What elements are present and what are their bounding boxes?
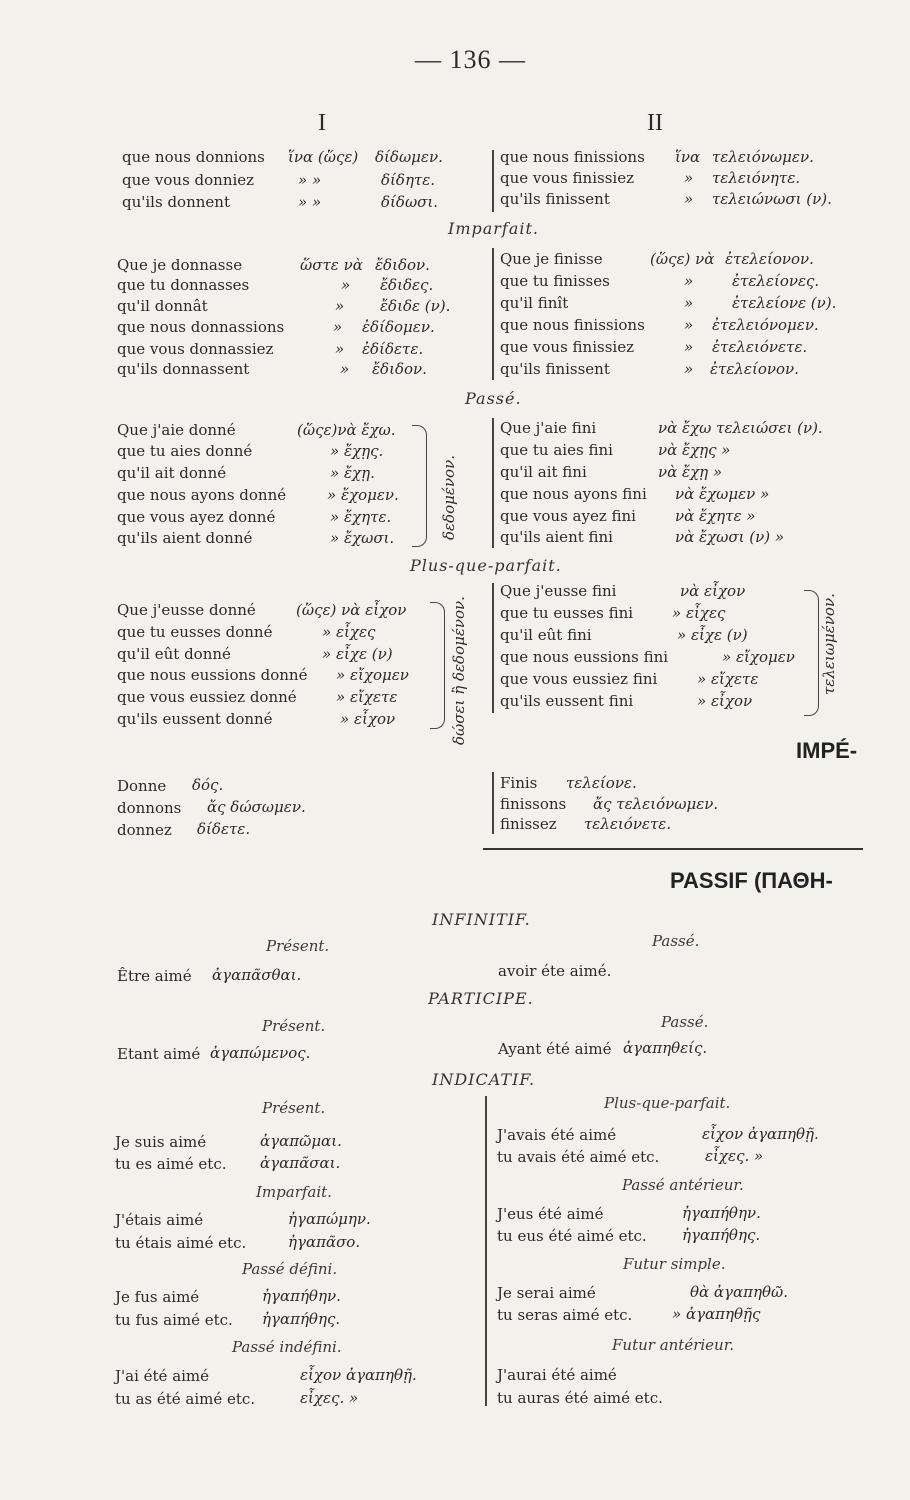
conj-label: que vous eussiez donné bbox=[117, 688, 297, 706]
conj-label: que nous eussions fini bbox=[500, 648, 669, 666]
conj-label: que tu eusses fini bbox=[500, 604, 634, 622]
heading-passif: PASSIF (ΠΑΘΗ- bbox=[670, 868, 833, 893]
conj-label: tu as été aimé etc. bbox=[115, 1390, 256, 1408]
section-title-passe: Passé. bbox=[465, 389, 522, 408]
conj-label: tu es aimé etc. bbox=[115, 1155, 227, 1173]
conj-label: J'étais aimé bbox=[115, 1211, 204, 1229]
conj-label: qu'il eût fini bbox=[500, 626, 592, 644]
conj-label: Je serai aimé bbox=[497, 1284, 596, 1302]
conj-label: que tu aies donné bbox=[117, 442, 253, 460]
conj-greek: δίδωμεν. bbox=[375, 148, 443, 166]
tense-label: Plus-que-parfait. bbox=[604, 1094, 731, 1112]
conj-greek: νὰ ἔχῃ » bbox=[658, 463, 723, 481]
conj-greek: ἀγαπηθείς. bbox=[623, 1039, 708, 1057]
conj-greek: » » bbox=[298, 171, 322, 189]
conj-label: qu'ils eussent fini bbox=[500, 692, 634, 710]
conj-greek: ἀγαπῶμαι. bbox=[260, 1132, 342, 1150]
conj-greek: τελειώνωσι (ν). bbox=[712, 190, 832, 208]
conj-label: que nous ayons fini bbox=[500, 485, 647, 503]
conj-label: que nous ayons donné bbox=[117, 486, 287, 504]
conj-label: Je suis aimé bbox=[115, 1133, 207, 1151]
conj-greek: δίδωσι. bbox=[381, 193, 439, 211]
conj-greek: » bbox=[341, 276, 351, 294]
conj-label: que tu donnasses bbox=[117, 276, 250, 294]
tense-label: Passé défini. bbox=[242, 1260, 338, 1278]
section-rule bbox=[483, 848, 863, 850]
conj-greek: νὰ εἶχον bbox=[680, 582, 746, 600]
conj-greek: τελειόνετε. bbox=[584, 815, 672, 833]
conj-greek: θὰ ἀγαπηθῶ. bbox=[690, 1283, 789, 1301]
conj-greek: » ἀγαπηθῇς bbox=[672, 1305, 761, 1323]
conj-greek: εἶχες. » bbox=[705, 1147, 764, 1165]
conj-greek: ἔδιδες. bbox=[380, 276, 434, 294]
conj-greek: ἀγαπᾶσθαι. bbox=[212, 966, 302, 984]
conj-greek: ἔδιδον. bbox=[375, 256, 430, 274]
column-divider bbox=[492, 248, 494, 380]
conj-greek: » ἔχῃς. bbox=[330, 442, 384, 460]
conj-greek: ἔδιδον. bbox=[372, 360, 427, 378]
conj-greek: » bbox=[333, 318, 343, 336]
tense-label: Présent. bbox=[262, 1099, 326, 1117]
conj-label: qu'ils donnent bbox=[122, 193, 230, 211]
column-divider bbox=[492, 150, 494, 212]
conj-greek: ἠγαπώμην. bbox=[288, 1210, 371, 1228]
conj-label: J'eus été aimé bbox=[497, 1205, 604, 1223]
conj-label: avoir éte aimé. bbox=[498, 962, 612, 980]
conj-label: Ayant été aimé bbox=[498, 1040, 612, 1058]
conj-greek: εἶχον ἀγαπηθῇ. bbox=[300, 1366, 417, 1384]
conj-greek: » » bbox=[298, 193, 322, 211]
conj-greek: » εἴχομεν bbox=[722, 648, 795, 666]
conj-greek: » bbox=[684, 316, 694, 334]
conj-label: donnez bbox=[117, 821, 172, 839]
conj-greek: » εἴχομεν bbox=[336, 666, 409, 684]
conj-label: Etant aimé bbox=[117, 1045, 201, 1063]
conj-label: que tu aies fini bbox=[500, 441, 613, 459]
conj-greek: ἐδίδετε. bbox=[362, 340, 424, 358]
conj-greek: τελειόνητε. bbox=[712, 169, 801, 187]
section-title-imparfait: Imparfait. bbox=[448, 219, 540, 238]
conj-label: qu'ils aient donné bbox=[117, 529, 253, 547]
conj-label: J'aurai été aimé bbox=[497, 1366, 617, 1384]
section-title-infinitif: INFINITIF. bbox=[432, 910, 531, 929]
brace bbox=[804, 590, 819, 716]
conj-label: Être aimé bbox=[117, 967, 192, 985]
brace bbox=[412, 425, 427, 547]
conj-greek: ἐτελείονε (ν). bbox=[732, 294, 837, 312]
conj-greek: (ὥςε) νὰ εἶχον bbox=[296, 601, 407, 619]
conj-greek: ἠγαπήθην. bbox=[262, 1287, 341, 1305]
section-title-plus-que-parfait: Plus-que-parfait. bbox=[410, 556, 562, 575]
page-number: — 136 — bbox=[415, 45, 526, 74]
conj-greek: νὰ ἔχωμεν » bbox=[675, 485, 770, 503]
conj-greek: νὰ ἔχητε » bbox=[675, 507, 756, 525]
conj-greek: ἐτελείονον. bbox=[710, 360, 799, 378]
vertical-participle: δώσει ἢ δεδομένον. bbox=[450, 596, 468, 745]
conj-label: que vous finissiez bbox=[500, 338, 634, 356]
conj-greek: ἐτελειόνομεν. bbox=[712, 316, 819, 334]
conj-label: que vous ayez donné bbox=[117, 508, 276, 526]
column-divider bbox=[485, 1096, 487, 1406]
vertical-participle: τελειωμένον. bbox=[820, 593, 838, 695]
conj-label: Que je finisse bbox=[500, 250, 603, 268]
conj-greek: » bbox=[684, 272, 694, 290]
column-divider bbox=[492, 772, 494, 834]
conj-greek: » εἴχετε bbox=[697, 670, 759, 688]
conj-label: Que j'eusse donné bbox=[117, 601, 256, 619]
conj-greek: δός. bbox=[192, 776, 224, 794]
vertical-participle: δεδομένον. bbox=[440, 455, 458, 540]
conj-label: Je fus aimé bbox=[115, 1288, 200, 1306]
conj-label: qu'ils finissent bbox=[500, 360, 610, 378]
conj-label: tu eus été aimé etc. bbox=[497, 1227, 647, 1245]
conj-greek: νὰ ἔχῃς » bbox=[658, 441, 731, 459]
conj-label: finissons bbox=[500, 795, 567, 813]
conj-label: Que je donnasse bbox=[117, 256, 243, 274]
conj-greek: » εἶχε (ν) bbox=[677, 626, 748, 644]
conj-label: qu'il ait donné bbox=[117, 464, 227, 482]
conj-greek: » εἶχε (ν) bbox=[322, 645, 393, 663]
conj-greek: » bbox=[335, 340, 345, 358]
conj-greek: » εἶχον bbox=[340, 710, 396, 728]
conj-label: qu'il donnât bbox=[117, 297, 208, 315]
conj-label: que vous donnassiez bbox=[117, 340, 274, 358]
conj-greek: ἐτελειόνετε. bbox=[712, 338, 808, 356]
conj-label: J'ai été aimé bbox=[115, 1367, 210, 1385]
conj-label: Finis bbox=[500, 774, 538, 792]
conj-greek: » bbox=[684, 294, 694, 312]
conj-greek: (ὥςε)νὰ ἔχω. bbox=[297, 421, 396, 439]
conj-greek: ἐτελείονες. bbox=[732, 272, 820, 290]
conj-greek: νὰ ἔχωσι (ν) » bbox=[675, 528, 785, 546]
conj-label: tu étais aimé etc. bbox=[115, 1234, 247, 1252]
conj-label: que nous donnions bbox=[122, 148, 265, 166]
conj-greek: ὥστε νὰ bbox=[300, 256, 363, 274]
conj-greek: ἀγαπώμενος. bbox=[210, 1044, 311, 1062]
conj-greek: » bbox=[684, 190, 694, 208]
conj-greek: » εἶχες bbox=[672, 604, 726, 622]
conj-label: Que j'eusse fini bbox=[500, 582, 617, 600]
conj-label: tu fus aimé etc. bbox=[115, 1311, 233, 1329]
conj-greek: (ὥςε) νὰ bbox=[650, 250, 715, 268]
conj-label: que nous eussions donné bbox=[117, 666, 308, 684]
conj-label: qu'il ait fini bbox=[500, 463, 587, 481]
tense-label: Présent. bbox=[266, 937, 330, 955]
conj-label: que vous ayez fini bbox=[500, 507, 636, 525]
section-title-indicatif: INDICATIF. bbox=[432, 1070, 536, 1089]
conj-greek: » bbox=[684, 360, 694, 378]
conj-greek: ἐδίδομεν. bbox=[362, 318, 435, 336]
conj-greek: » ἔχομεν. bbox=[327, 486, 399, 504]
conj-label: que nous finissions bbox=[500, 316, 645, 334]
section-title-participe: PARTICIPE. bbox=[428, 989, 534, 1008]
conj-label: qu'ils aient fini bbox=[500, 528, 613, 546]
conj-greek: » εἶχες bbox=[322, 623, 376, 641]
conj-label: tu avais été aimé etc. bbox=[497, 1148, 660, 1166]
conj-greek: » εἴχετε bbox=[336, 688, 398, 706]
conj-label: qu'ils donnassent bbox=[117, 360, 250, 378]
tense-label: Passé. bbox=[652, 932, 700, 950]
conj-greek: » bbox=[340, 360, 350, 378]
tense-label: Imparfait. bbox=[256, 1183, 332, 1201]
conj-greek: ἔδιδε (ν). bbox=[380, 297, 451, 315]
heading-imperatif: IMPÉ- bbox=[796, 738, 858, 763]
conj-label: Donne bbox=[117, 777, 167, 795]
conj-label: que nous donnassions bbox=[117, 318, 285, 336]
conj-label: donnons bbox=[117, 799, 182, 817]
tense-label: Passé antérieur. bbox=[622, 1176, 744, 1194]
tense-label: Futur simple. bbox=[623, 1255, 726, 1273]
conj-label: qu'il eût donné bbox=[117, 645, 231, 663]
conj-greek: ἀγαπᾶσαι. bbox=[260, 1154, 341, 1172]
conj-label: finissez bbox=[500, 815, 557, 833]
column-divider bbox=[492, 583, 494, 713]
conj-greek: δίδετε. bbox=[197, 820, 251, 838]
conj-greek: δίδητε. bbox=[381, 171, 436, 189]
conj-greek: τελειόνωμεν. bbox=[712, 148, 814, 166]
conj-greek: ἄς τελειόνωμεν. bbox=[593, 795, 719, 813]
conj-label: que tu finisses bbox=[500, 272, 610, 290]
conj-label: qu'il finît bbox=[500, 294, 569, 312]
conj-greek: » bbox=[335, 297, 345, 315]
conj-label: tu seras aimé etc. bbox=[497, 1306, 633, 1324]
conj-greek: ἠγαπήθης. bbox=[262, 1310, 341, 1328]
conj-greek: » ἔχητε. bbox=[330, 508, 392, 526]
tense-label: Passé indéfini. bbox=[232, 1338, 342, 1356]
column-heading-right: II bbox=[647, 110, 663, 136]
conj-greek: » εἶχον bbox=[697, 692, 753, 710]
conj-label: que nous finissions bbox=[500, 148, 645, 166]
conj-greek: ἠγαπήθης. bbox=[682, 1226, 761, 1244]
conj-label: que vous eussiez fini bbox=[500, 670, 658, 688]
conj-label: Que j'aie fini bbox=[500, 419, 597, 437]
tense-label: Futur antérieur. bbox=[612, 1336, 734, 1354]
conj-greek: » ἔχωσι. bbox=[330, 529, 395, 547]
conj-greek: » ἔχῃ. bbox=[330, 464, 375, 482]
conj-label: qu'ils finissent bbox=[500, 190, 610, 208]
conj-greek: εἶχες. » bbox=[300, 1389, 359, 1407]
tense-label: Présent. bbox=[262, 1017, 326, 1035]
conj-greek: ἄς δώσωμεν. bbox=[207, 798, 306, 816]
conj-greek: τελείονε. bbox=[566, 774, 637, 792]
conj-label: qu'ils eussent donné bbox=[117, 710, 273, 728]
conj-label: tu auras été aimé etc. bbox=[497, 1389, 663, 1407]
conj-greek: νὰ ἔχω τελειώσει (ν). bbox=[658, 419, 823, 437]
tense-label: Passé. bbox=[661, 1013, 709, 1031]
conj-label: que vous donniez bbox=[122, 171, 255, 189]
conj-greek: ἐτελείονον. bbox=[725, 250, 814, 268]
conj-label: que tu eusses donné bbox=[117, 623, 273, 641]
conj-greek: ἠγαπήθην. bbox=[682, 1204, 761, 1222]
conj-greek: ἠγαπᾶσο. bbox=[288, 1233, 361, 1251]
conj-greek: ἵνα bbox=[675, 148, 701, 166]
conj-greek: » bbox=[684, 169, 694, 187]
conj-label: que vous finissiez bbox=[500, 169, 634, 187]
column-divider bbox=[492, 418, 494, 548]
conj-greek: » bbox=[684, 338, 694, 356]
brace bbox=[430, 602, 445, 729]
conj-greek: εἶχον ἀγαπηθῇ. bbox=[702, 1125, 819, 1143]
conj-label: Que j'aie donné bbox=[117, 421, 236, 439]
conj-greek: ἵνα (ὥςε) bbox=[288, 148, 359, 166]
column-heading-left: I bbox=[318, 110, 326, 136]
conj-label: J'avais été aimé bbox=[497, 1126, 617, 1144]
